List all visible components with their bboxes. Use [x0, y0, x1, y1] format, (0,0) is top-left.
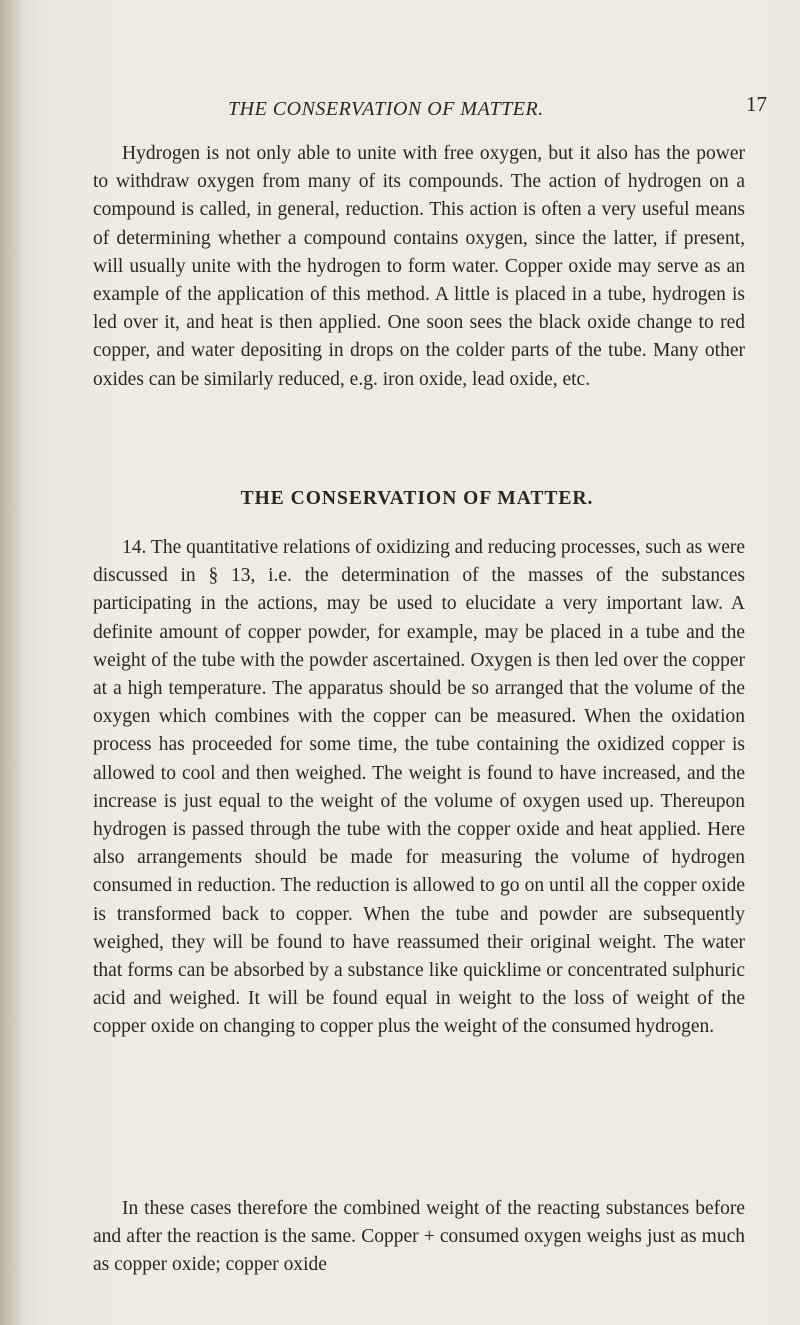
section-heading: THE CONSERVATION OF MATTER.	[240, 488, 594, 509]
running-head: THE CONSERVATION OF MATTER.	[228, 98, 544, 120]
final-paragraph: In these cases therefore the combined weight of the reacting substances before and after the reaction is the same. Copper + consumed oxygen weighs just as much as copper oxide; copper oxide	[93, 1198, 745, 1276]
final-paragraph-block	[93, 1195, 745, 1280]
page-number: 17	[746, 92, 767, 116]
section-14-block	[93, 534, 745, 1042]
intro-paragraph: Hydrogen is not only able to unite with free oxygen, but it also has the power to withdraw oxygen from many of its compounds. The action of hydrogen on a compound is called, in general, reduction. This action is often a very useful means of determining whether a compound contains oxygen, since the latter, if present, will usually unite with the hydrogen to form water. Copper oxide may serve as an example of the application of this method. A little is placed in a tube, hydrogen is led over it, and heat is then applied. One soon sees the black oxide change to red copper, and water depositing in drops on the colder parts of the tube. Many other oxides can be similarly reduced, e.g. iron oxide, lead oxide, etc.	[93, 143, 745, 390]
section-14-paragraph: 14. The quantitative relations of oxidizing and reducing processes, such as were discussed in § 13, i.e. the determination of the masses of the substances participating in the actions, may be used to elucidate a very important law. A definite amount of copper powder, for example, may be placed in a tube and the weight of the tube with the powder ascertained. Oxygen is then led over the copper at a high temperature. The apparatus should be so arranged that the volume of the oxygen which combines with the copper can be measured. When the oxidation process has proceeded for some time, the tube containing the oxidized copper is allowed to cool and then weighed. The weight is found to have increased, and the increase is just equal to the weight of the volume of oxygen used up. Thereupon hydrogen is passed through the tube with the copper oxide and heat applied. Here also arrangements should be made for measuring the volume of hydrogen consumed in reduction. The reduction is allowed to go on until all the copper oxide is transformed back to copper. When the tube and powder are subsequently weighed, they will be found to have reassumed their original weight. The water that forms can be absorbed by a substance like quicklime or concentrated sulphuric acid and weighed. It will be found equal in weight to the loss of weight of the copper oxide on changing to copper plus the weight of the consumed hydrogen.	[93, 537, 745, 1038]
page-gutter-shadow	[0, 0, 22, 1325]
intro-paragraph-block	[93, 140, 745, 394]
